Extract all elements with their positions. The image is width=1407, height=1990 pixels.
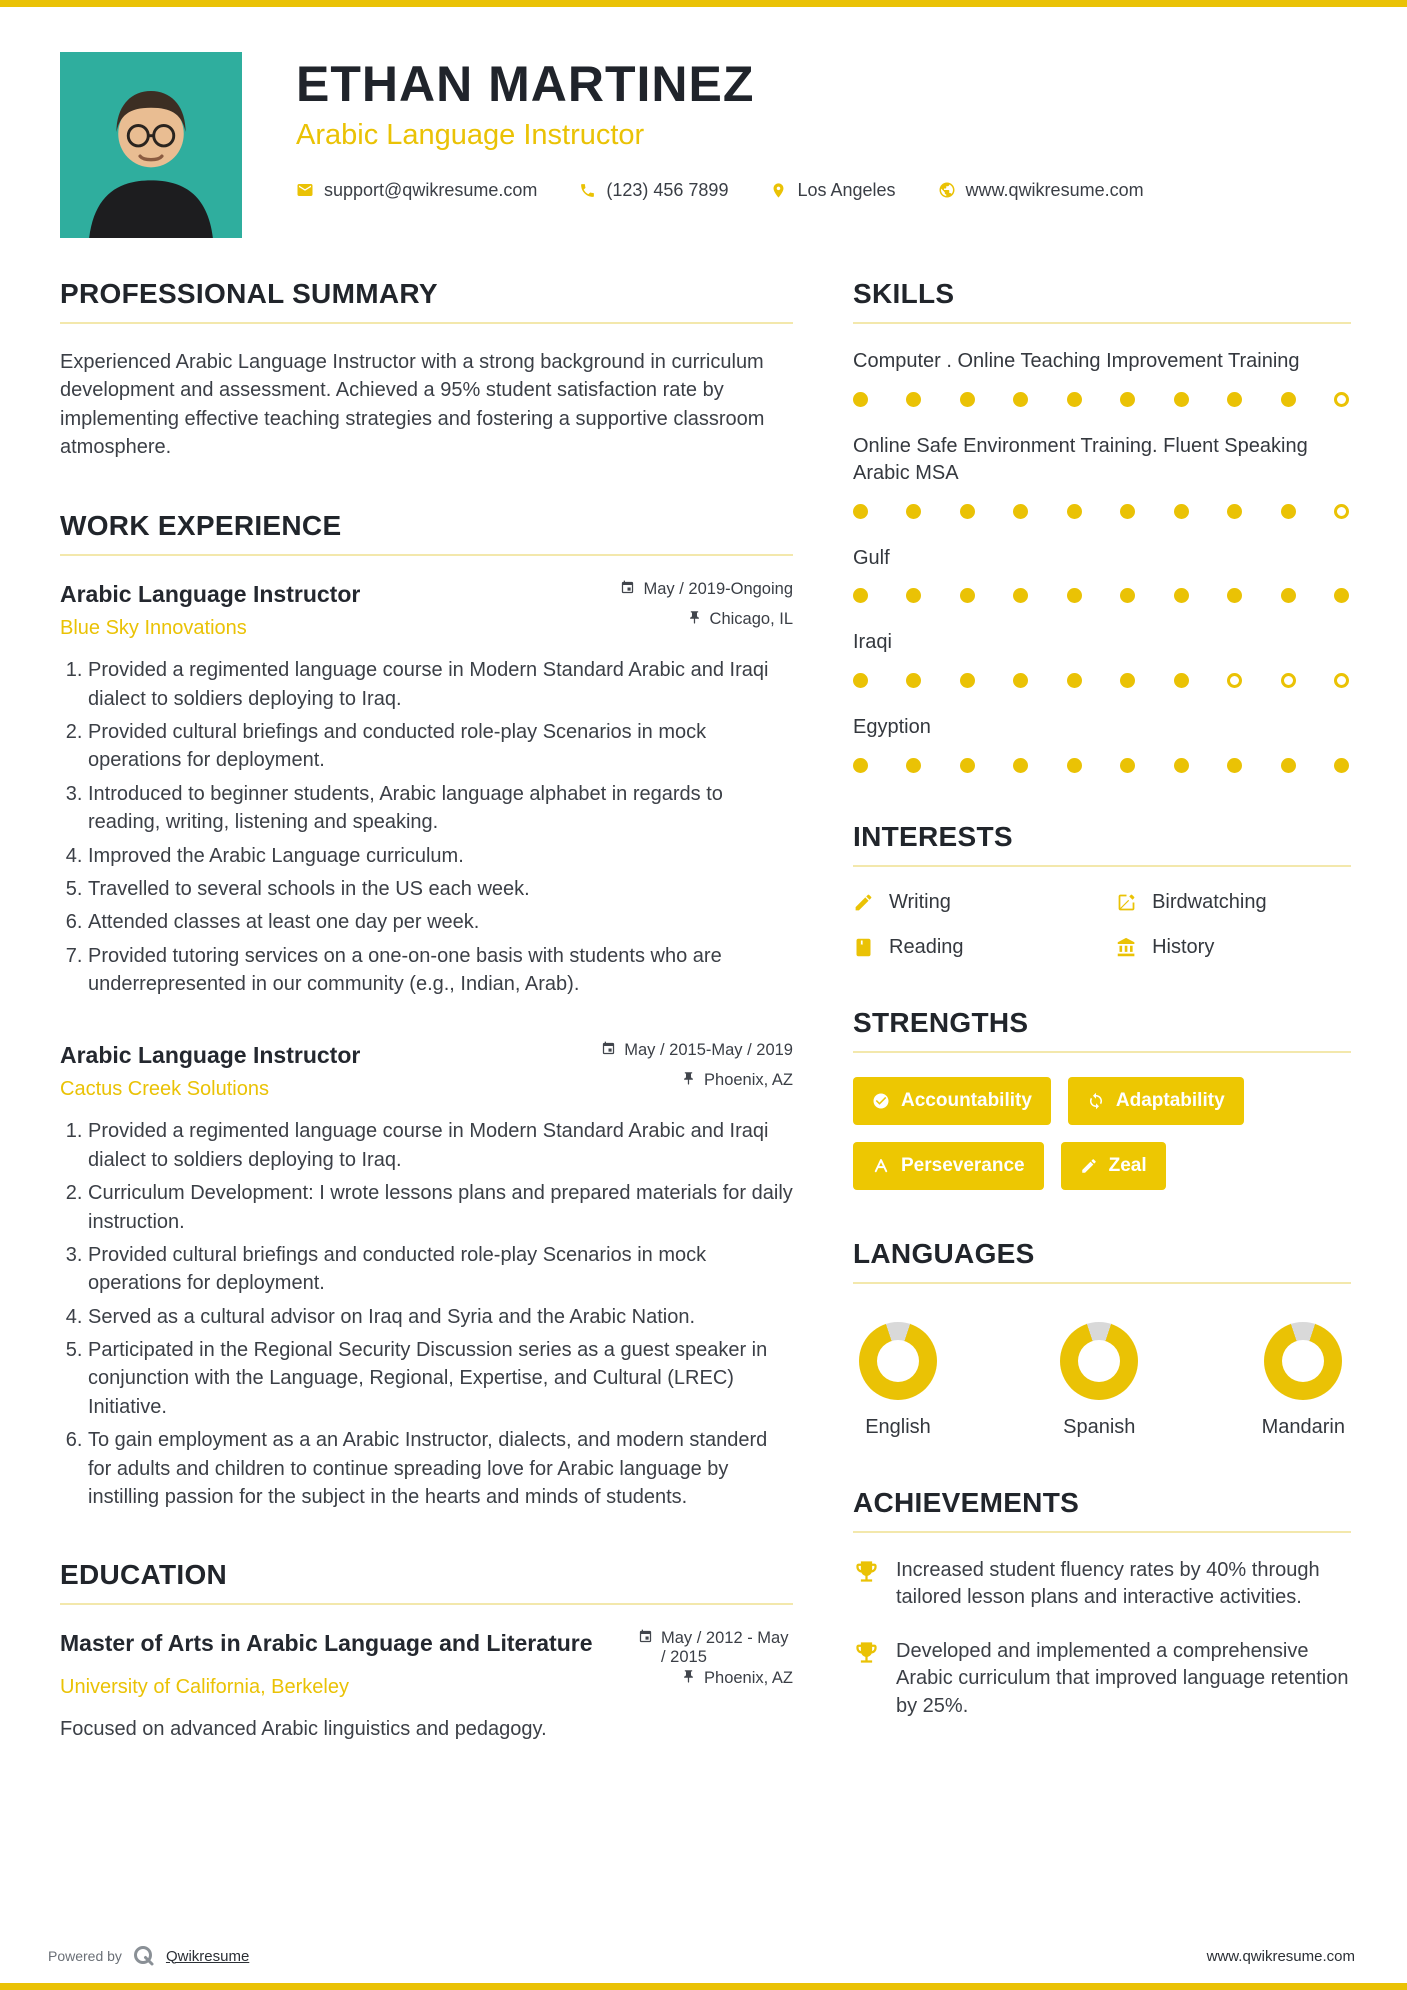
- skill-dot: [1120, 673, 1135, 688]
- languages-heading: LANGUAGES: [853, 1238, 1351, 1284]
- contact-website[interactable]: [938, 180, 1144, 201]
- skill-item: [853, 714, 1351, 773]
- job-location-text: Chicago, IL: [709, 610, 793, 629]
- footer-website[interactable]: www.qwikresume.com: [1206, 1947, 1355, 1965]
- language-name: English: [865, 1415, 931, 1438]
- job-dates: [620, 580, 793, 599]
- skill-dot: [1227, 758, 1242, 773]
- skill-rating: [853, 504, 1349, 519]
- interest-label: Writing: [889, 890, 951, 913]
- museum-icon: [1116, 937, 1137, 958]
- interest-item: [853, 891, 1116, 914]
- summary-heading: PROFESSIONAL SUMMARY: [60, 278, 793, 324]
- skill-dot: [1281, 392, 1296, 407]
- skill-dot: [1120, 392, 1135, 407]
- education-location: [681, 1669, 793, 1688]
- education-location-text: Phoenix, AZ: [704, 1669, 793, 1688]
- strength-label: Zeal: [1108, 1154, 1147, 1176]
- job-bullet: 3. Provided cultural briefings and conducted role-play Scenarios in mock operations for deployment.: [88, 1241, 793, 1298]
- job-location: [681, 1071, 793, 1090]
- interest-label: Birdwatching: [1152, 890, 1267, 913]
- strengths-list: [853, 1077, 1351, 1190]
- skill-dot: [1281, 504, 1296, 519]
- footer: [0, 1944, 1407, 1968]
- job-title-row: [60, 580, 793, 609]
- job-dates: [601, 1041, 793, 1060]
- skill-name: Egyption: [853, 715, 931, 738]
- skill-dot: [1120, 504, 1135, 519]
- skill-dot: [1013, 588, 1028, 603]
- skill-dot: [1013, 758, 1028, 773]
- identity-block: [296, 52, 1144, 238]
- language-item: [1060, 1322, 1138, 1439]
- interests-grid: [853, 891, 1351, 959]
- globe-icon: [938, 181, 956, 199]
- education-school-row: [60, 1669, 793, 1699]
- skill-dot: [960, 504, 975, 519]
- skill-dot: [1174, 392, 1189, 407]
- left-column: [60, 278, 793, 1792]
- contact-email-text: support@qwikresume.com: [324, 179, 538, 200]
- achievement-item: [853, 1557, 1351, 1612]
- skill-item: [853, 348, 1351, 407]
- job-entry: [60, 1041, 793, 1512]
- skill-dot: [1174, 673, 1189, 688]
- strength-chip: [1068, 1077, 1244, 1125]
- powered-by-label: Powered by: [48, 1948, 122, 1964]
- job-location: [687, 610, 793, 629]
- job-bullet: 5. Travelled to several schools in the US each week.: [88, 875, 793, 903]
- calendar-icon: [638, 1629, 653, 1644]
- calendar-icon: [620, 580, 635, 595]
- job-company: Blue Sky Innovations: [60, 617, 247, 640]
- skill-dot: [1120, 588, 1135, 603]
- skills-section: [853, 278, 1351, 773]
- skill-item: [853, 545, 1351, 604]
- skill-item: [853, 629, 1351, 688]
- skill-name: Computer . Online Teaching Improvement Training: [853, 350, 1300, 372]
- skill-dot: [1334, 673, 1349, 688]
- skill-dot: [906, 588, 921, 603]
- skill-dot: [906, 673, 921, 688]
- header: [0, 0, 1407, 264]
- language-donut: [1060, 1322, 1138, 1400]
- skill-name: Iraqi: [853, 631, 892, 654]
- interest-label: History: [1152, 935, 1215, 958]
- skill-dot: [1067, 758, 1082, 773]
- contact-location: [770, 180, 895, 201]
- achievements-section: [853, 1487, 1351, 1721]
- achievement-text: Developed and implemented a comprehensive Arabic curriculum that improved language retention by 25%.: [896, 1639, 1349, 1717]
- skill-name: Online Safe Environment Training. Fluent Speaking Arabic MSA: [853, 434, 1308, 485]
- profile-photo: [60, 52, 242, 238]
- job-bullets: [60, 1117, 793, 1511]
- pin-icon: [681, 1669, 696, 1684]
- top-accent-bar: [0, 0, 1407, 7]
- work-heading: WORK EXPERIENCE: [60, 510, 793, 556]
- work-section: [60, 510, 793, 1512]
- skill-dot: [960, 392, 975, 407]
- award-icon: [853, 1639, 880, 1721]
- job-bullet: 3. Introduced to beginner students, Arabic language alphabet in regards to reading, writing, listening and speaking.: [88, 780, 793, 837]
- language-name: Spanish: [1063, 1415, 1136, 1438]
- job-bullet: 1. Provided a regimented language course in Modern Standard Arabic and Iraqi dialect to soldiers deploying to Iraq.: [88, 656, 793, 713]
- check-circle-icon: [872, 1092, 890, 1110]
- languages-section: [853, 1238, 1351, 1439]
- education-title-row: [60, 1629, 793, 1667]
- skill-dot: [853, 673, 868, 688]
- job-company-row: [60, 1071, 793, 1101]
- skill-dot: [1174, 758, 1189, 773]
- job-bullet: 6. Attended classes at least one day per week.: [88, 908, 793, 936]
- strengths-section: [853, 1007, 1351, 1190]
- job-dates-text: May / 2019-Ongoing: [643, 579, 793, 598]
- skills-heading: SKILLS: [853, 278, 1351, 324]
- skill-dot: [1334, 504, 1349, 519]
- skill-dot: [1334, 588, 1349, 603]
- contact-location-text: Los Angeles: [797, 179, 896, 200]
- skill-item: [853, 433, 1351, 519]
- education-section: [60, 1559, 793, 1743]
- job-bullet: 5. Participated in the Regional Security Discussion series as a guest speaker in conjunction with the Language, Regional, Expertise, and Cultural (LREC) Initiative.: [88, 1336, 793, 1421]
- job-bullet: 7. Provided tutoring services on a one-on-one basis with students who are underrepresented in our community (e.g., Indian, Arab).: [88, 942, 793, 999]
- job-title: Arabic Language Instructor: [60, 1041, 361, 1068]
- interests-section: [853, 821, 1351, 959]
- contact-email[interactable]: [296, 180, 537, 201]
- job-title: Arabic Language Instructor: [60, 580, 361, 607]
- strength-label: Adaptability: [1115, 1089, 1225, 1111]
- email-icon: [296, 181, 314, 199]
- language-name: Mandarin: [1261, 1415, 1345, 1438]
- skill-dot: [1227, 504, 1242, 519]
- job-company-row: [60, 610, 793, 640]
- job-location-text: Phoenix, AZ: [704, 1071, 793, 1090]
- achievement-text: Increased student fluency rates by 40% through tailored lesson plans and interactive activities.: [896, 1558, 1320, 1609]
- skill-rating: [853, 673, 1349, 688]
- job-bullet: 2. Curriculum Development: I wrote lessons plans and prepared materials for daily instruction.: [88, 1179, 793, 1236]
- job-bullet: 2. Provided cultural briefings and conducted role-play Scenarios in mock operations for deployment.: [88, 718, 793, 775]
- contact-row: [296, 180, 1144, 201]
- skill-dot: [853, 392, 868, 407]
- skill-dot: [906, 504, 921, 519]
- summary-section: [60, 278, 793, 462]
- interest-item: [1116, 936, 1351, 959]
- language-item: [1262, 1322, 1345, 1439]
- skill-dot: [1334, 758, 1349, 773]
- skill-dot: [1227, 673, 1242, 688]
- skill-dot: [1281, 758, 1296, 773]
- skill-dot: [1013, 392, 1028, 407]
- sync-icon: [1087, 1092, 1105, 1110]
- language-donut: [859, 1322, 937, 1400]
- skill-dot: [1067, 673, 1082, 688]
- qwikresume-logo: [132, 1944, 156, 1968]
- contact-phone: [579, 180, 728, 201]
- job-bullet: 1. Provided a regimented language course in Modern Standard Arabic and Iraqi dialect to soldiers deploying to Iraq.: [88, 1117, 793, 1174]
- job-bullets: [60, 656, 793, 998]
- award-icon: [853, 1558, 880, 1612]
- right-column: [853, 278, 1351, 1769]
- job-entry: [60, 580, 793, 999]
- pen-icon: [1080, 1157, 1098, 1175]
- skill-name: Gulf: [853, 546, 890, 569]
- strength-chip: [853, 1142, 1044, 1190]
- skill-dot: [1067, 588, 1082, 603]
- strength-chip: [853, 1077, 1051, 1125]
- edit-icon: [1116, 892, 1137, 913]
- languages-row: [853, 1308, 1351, 1439]
- language-item: [859, 1322, 937, 1439]
- interest-label: Reading: [889, 935, 964, 958]
- skill-dot: [853, 504, 868, 519]
- job-dates-text: May / 2015-May / 2019: [624, 1040, 793, 1059]
- skill-dot: [906, 392, 921, 407]
- skill-dot: [853, 758, 868, 773]
- interests-heading: INTERESTS: [853, 821, 1351, 867]
- skill-dot: [1174, 588, 1189, 603]
- skill-rating: [853, 588, 1349, 603]
- skill-dot: [1334, 392, 1349, 407]
- strength-label: Accountability: [901, 1089, 1032, 1111]
- book-icon: [853, 937, 874, 958]
- pin-icon: [687, 610, 702, 625]
- education-dates-text: May / 2012 - May / 2015: [661, 1629, 789, 1667]
- pin-icon: [681, 1071, 696, 1086]
- school-name: University of California, Berkeley: [60, 1676, 349, 1699]
- calendar-icon: [601, 1041, 616, 1056]
- phone-icon: [579, 182, 596, 199]
- skill-dot: [906, 758, 921, 773]
- job-bullet: 4. Served as a cultural advisor on Iraq and Syria and the Arabic Nation.: [88, 1303, 793, 1331]
- font-icon: [872, 1157, 890, 1175]
- bottom-accent-bar: [0, 1983, 1407, 1990]
- education-heading: EDUCATION: [60, 1559, 793, 1605]
- skill-dot: [1013, 504, 1028, 519]
- job-bullet: 6. To gain employment as a an Arabic Instructor, dialects, and modern standerd for adults and children to continue spreading love for Arabic language by instilling passion for the subject in the hearts and minds of students.: [88, 1426, 793, 1511]
- achievements-heading: ACHIEVEMENTS: [853, 1487, 1351, 1533]
- brand-link[interactable]: Qwikresume: [165, 1947, 250, 1965]
- skill-dot: [1120, 758, 1135, 773]
- strength-chip: [1061, 1142, 1166, 1190]
- job-bullet: 4. Improved the Arabic Language curriculum.: [88, 842, 793, 870]
- content-columns: [0, 264, 1407, 1792]
- pencil-icon: [853, 892, 874, 913]
- skill-rating: [853, 758, 1349, 773]
- skill-dot: [1174, 504, 1189, 519]
- job-company: Cactus Creek Solutions: [60, 1078, 269, 1101]
- language-donut: [1264, 1322, 1342, 1400]
- skill-dot: [1227, 392, 1242, 407]
- skill-dot: [960, 758, 975, 773]
- powered-by: [48, 1944, 249, 1968]
- skill-dot: [1281, 673, 1296, 688]
- achievement-item: [853, 1638, 1351, 1721]
- skill-dot: [1227, 588, 1242, 603]
- person-name: ETHAN MARTINEZ: [296, 56, 755, 112]
- education-note: Focused on advanced Arabic linguistics and pedagogy.: [60, 1718, 547, 1741]
- job-title-row: [60, 1041, 793, 1070]
- skill-dot: [960, 673, 975, 688]
- contact-website-text: www.qwikresume.com: [965, 179, 1144, 200]
- skill-dot: [960, 588, 975, 603]
- skill-rating: [853, 392, 1349, 407]
- skill-dot: [1067, 504, 1082, 519]
- job-headline: Arabic Language Instructor: [296, 118, 645, 151]
- summary-text: Experienced Arabic Language Instructor with a strong background in curriculum development and assessment. Achieved a 95% student satisfaction rate by implementing effective teaching strategies and fostering a supportive classroom atmosphere.: [60, 351, 765, 459]
- degree-title: Master of Arts in Arabic Language and Literature: [60, 1630, 593, 1657]
- strength-label: Perseverance: [901, 1154, 1025, 1176]
- location-icon: [770, 182, 787, 199]
- skill-dot: [1281, 588, 1296, 603]
- skill-dot: [1013, 673, 1028, 688]
- contact-phone-text: (123) 456 7899: [606, 179, 729, 200]
- skill-dot: [853, 588, 868, 603]
- education-dates: [638, 1629, 793, 1667]
- interest-item: [853, 936, 1116, 959]
- strengths-heading: STRENGTHS: [853, 1007, 1351, 1053]
- skill-dot: [1067, 392, 1082, 407]
- interest-item: [1116, 891, 1351, 914]
